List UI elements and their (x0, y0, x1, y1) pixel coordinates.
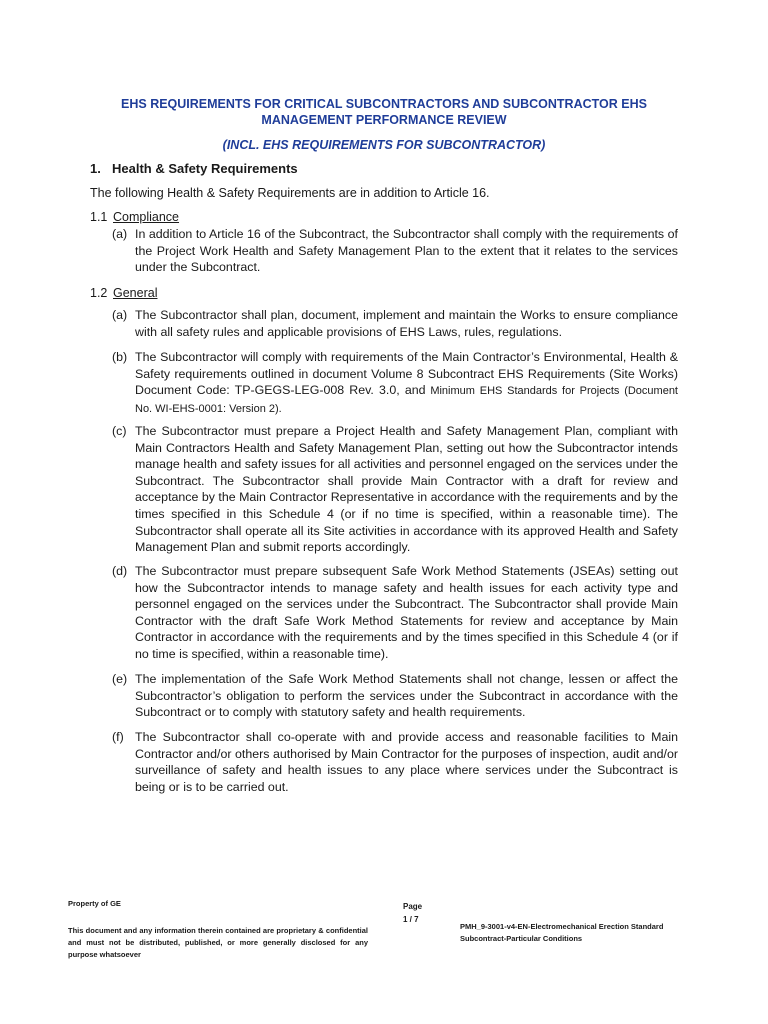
subsection-heading-general (90, 285, 157, 301)
subsection-title: Compliance (113, 210, 180, 224)
item-text: The Subcontractor shall co-operate with and provide access and reasonable facilities to Main Contractor and/or others authorised by Main Contractor for the purposes of inspection, audit and/or surveillance of safety and health issues to any place where services under the Subcontract is being or is to be carried out. (135, 730, 678, 794)
page-label: Page (403, 902, 423, 911)
footer-doc-code: PMH_9-3001-v4-EN-Electromechanical Erection Standard (460, 922, 664, 931)
item-text (135, 349, 678, 417)
list-item (112, 349, 678, 417)
section-number: 1. (90, 161, 101, 176)
item-text-main: The Subcontractor will comply with requirements of the Main Contractor’s Environmental, Health & Safety requirements outlined in document Volume 8 Subcontract EHS Requirements (Site Works) Document Code: TP-GEGS-LEG-008 Rev. 3.0, and (135, 350, 678, 398)
item-letter: (d) (112, 564, 128, 578)
item-text: The Subcontractor must prepare a Project Health and Safety Management Plan, compliant with Main Contractors Health and Safety Management Plan, setting out how the Subcontractor intends manage health and safety issues for all activities and personnel engaged on the services under the Subcontract. The Subcontractor shall provide Main Contractor with a draft for review and acceptance by the Main Contractor Representative in accordance with the requirements and by the times specified in this Schedule 4 (or if no time is specified, within a reasonable time). The Subcontractor shall operate all its Site activities in accordance with its approved Health and Safety Management Plan and submit reports accordingly. (135, 424, 678, 555)
item-letter: (e) (112, 672, 128, 686)
list-item (112, 307, 678, 340)
subsection-title: General (113, 286, 158, 300)
subsection-number: 1.1 (90, 210, 108, 224)
list-item (112, 671, 678, 721)
item-text-small: Minimum EHS Standards for Projects (Document No. WI-EHS-0001: Version 2). (135, 385, 678, 415)
list-item (112, 423, 678, 556)
item-text: The implementation of the Safe Work Method Statements shall not change, lessen or affect the Subcontractor’s obligation to perform the services under the Subcontract in accordance with the Subcontract or to comply with statutory safety and health requirements. (135, 672, 678, 720)
section-heading (90, 161, 298, 177)
subsection-number: 1.2 (90, 286, 108, 300)
list-item (112, 729, 678, 795)
list-item (112, 226, 678, 276)
item-letter: (c) (112, 424, 127, 438)
footer-property: Property of GE (68, 899, 121, 908)
footer-page (403, 900, 422, 926)
footer-doc-name: Subcontract-Particular Conditions (460, 934, 583, 943)
list-item (112, 563, 678, 663)
footer-document-info (460, 921, 720, 945)
item-letter: (b) (112, 350, 128, 364)
document-title: EHS REQUIREMENTS FOR CRITICAL SUBCONTRACTORS AND SUBCONTRACTOR EHS MANAGEMENT PERFORMANCE REVIEW (121, 97, 647, 127)
intro-paragraph: The following Health & Safety Requirements are in addition to Article 16. (90, 186, 490, 200)
page-number: 1 / 7 (403, 915, 419, 924)
item-text: In addition to Article 16 of the Subcontract, the Subcontractor shall comply with the requirements of the Project Work Health and Safety Management Plan to the extent that it relates to the services under the Subcontract. (135, 227, 678, 275)
footer-disclaimer: This document and any information therein contained are proprietary & confidential and must not be distributed, published, or more generally disclosed for any purpose whatsoever (68, 926, 368, 959)
item-letter: (f) (112, 730, 124, 744)
subsection-heading-compliance (90, 209, 179, 225)
item-letter: (a) (112, 227, 128, 241)
section-title: Health & Safety Requirements (112, 161, 298, 176)
item-text: The Subcontractor must prepare subsequent Safe Work Method Statements (JSEAs) setting out how the Subcontractor intends to manage safety and health issues for each activity type and personnel engaged on the services under the Subcontract. The Subcontractor shall provide Main Contractor with the draft Safe Work Method Statements for review and acceptance by Main Contractor in accordance with the requirements and by the times specified in this Schedule 4 (or if no time is specified, within a reasonable time). (135, 564, 678, 661)
item-text: The Subcontractor shall plan, document, implement and maintain the Works to ensure compliance with all safety rules and applicable provisions of EHS Laws, rules, regulations. (135, 308, 678, 339)
item-letter: (a) (112, 308, 128, 322)
document-subtitle: (INCL. EHS REQUIREMENTS FOR SUBCONTRACTOR) (222, 138, 546, 152)
